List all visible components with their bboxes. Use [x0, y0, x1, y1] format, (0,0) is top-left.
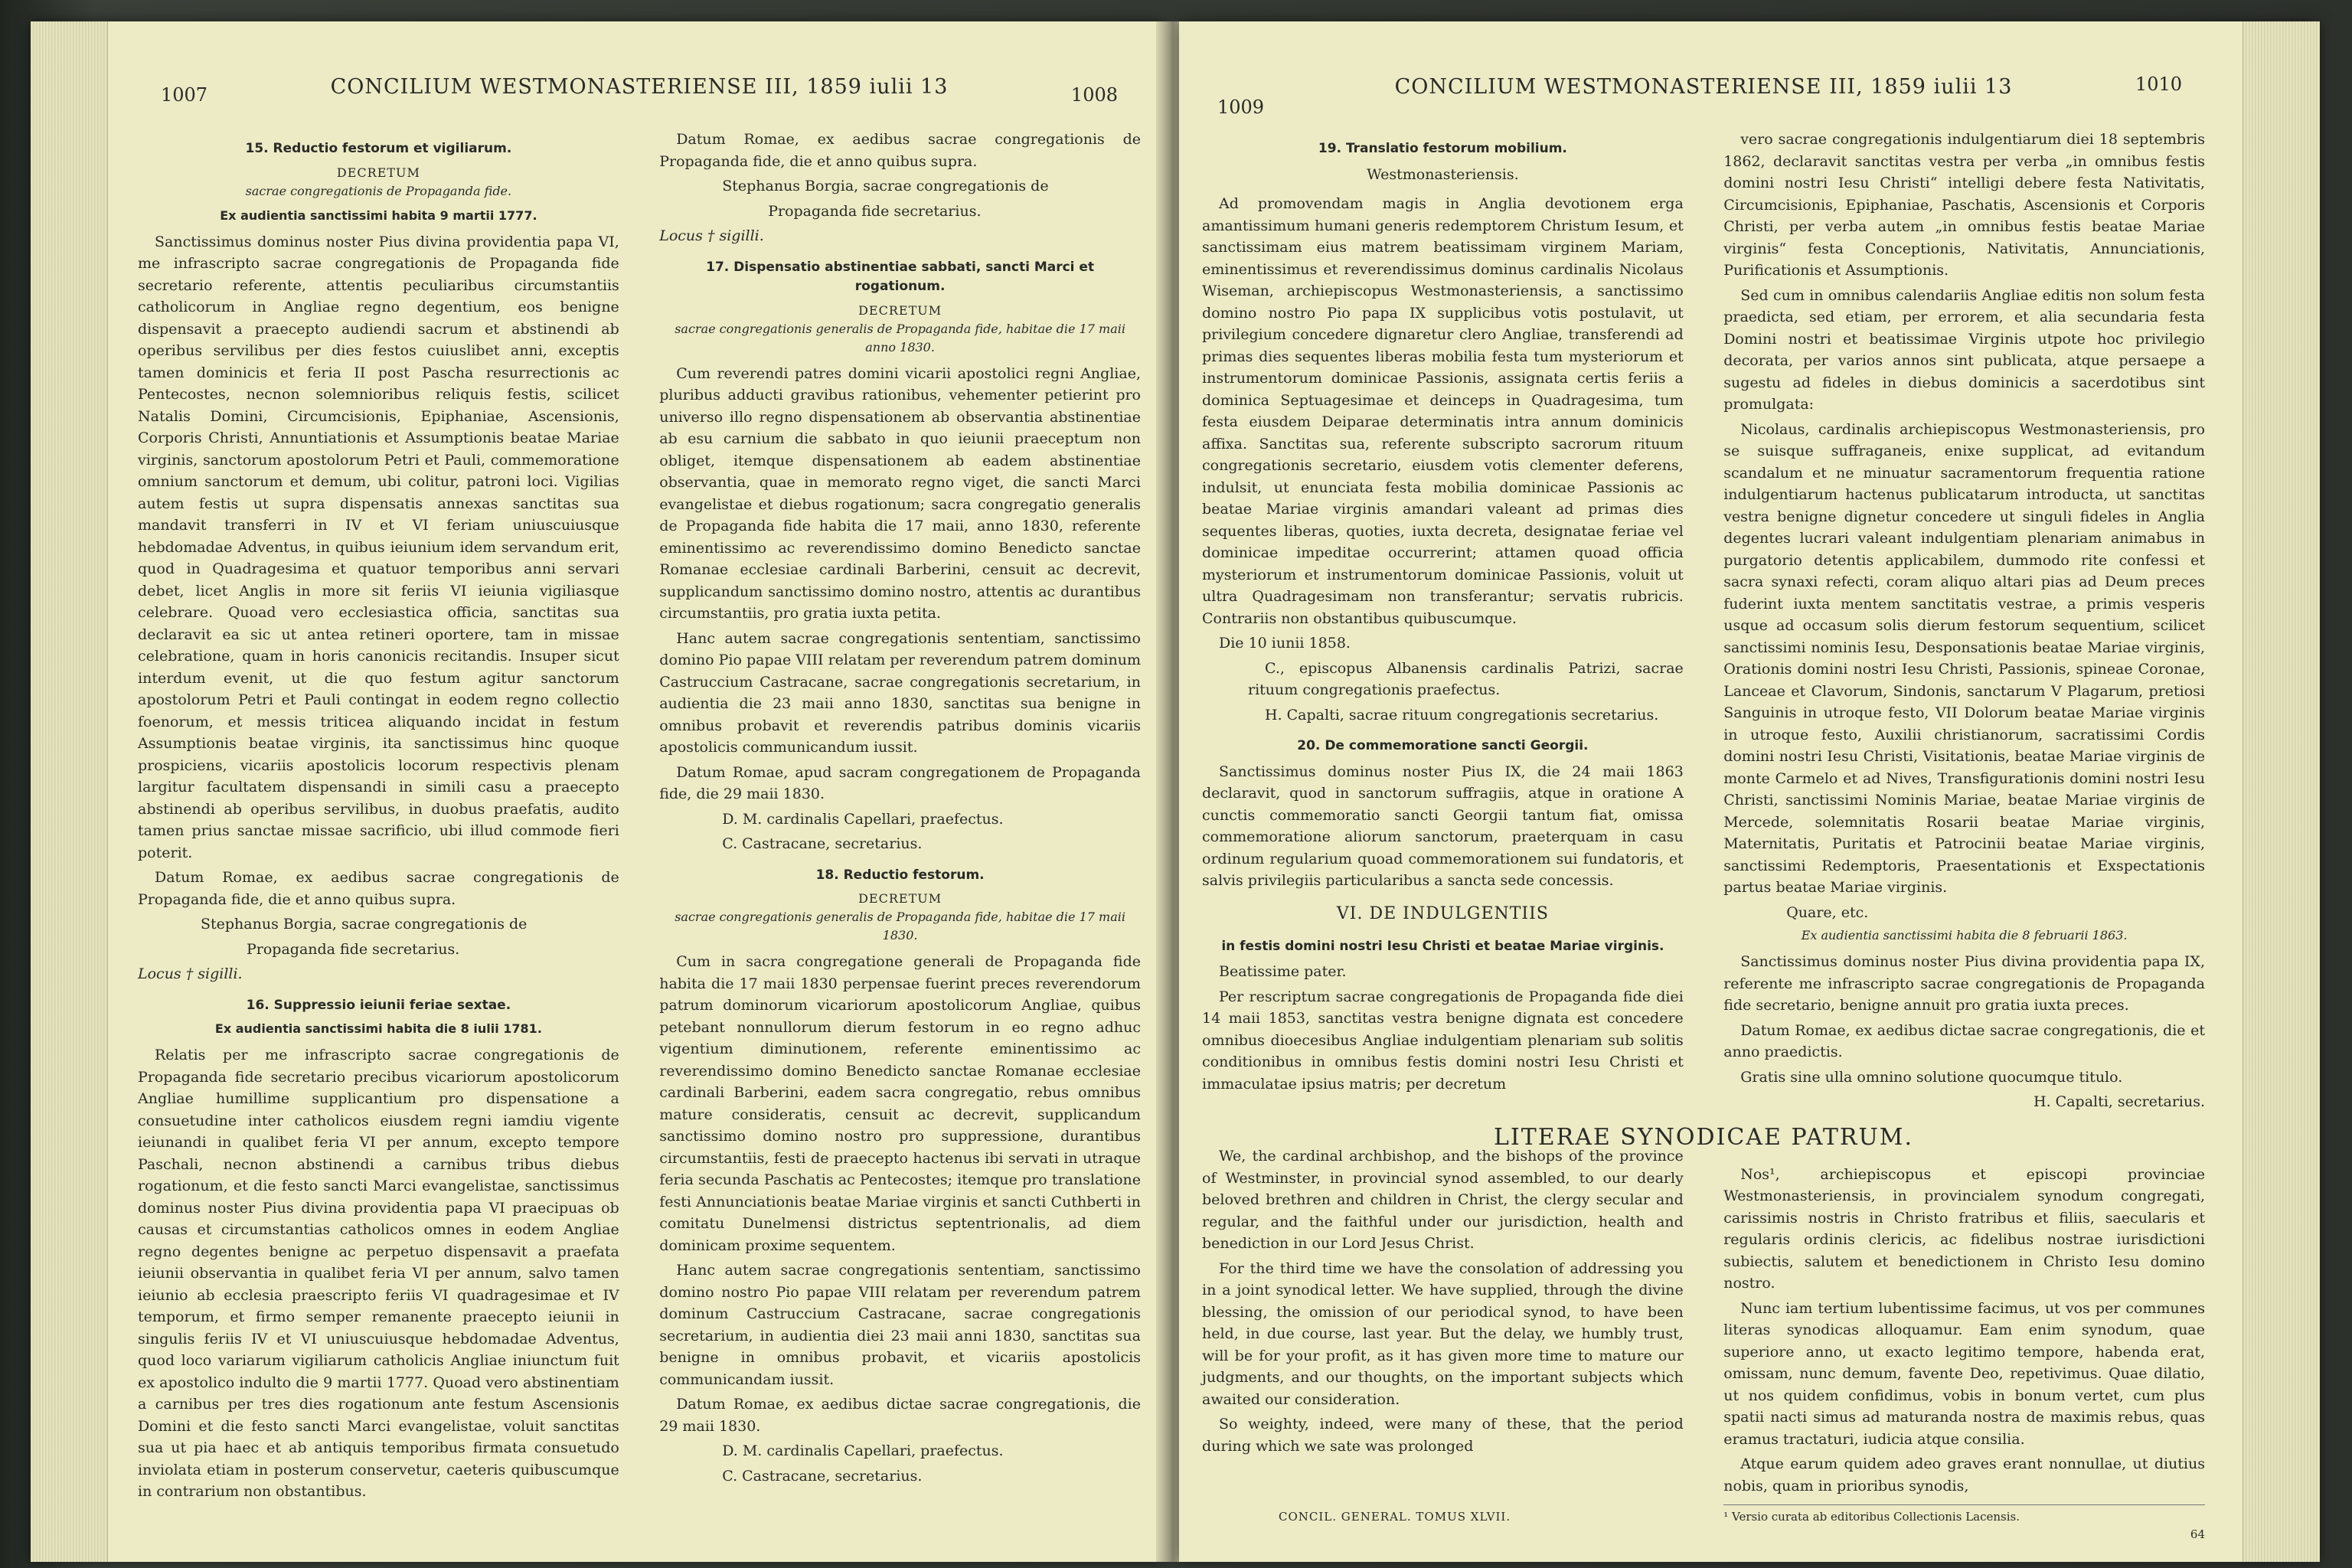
datum-line: Datum Romae, apud sacram congregationem de Propaganda fide, die 29 maii 1830. — [659, 763, 1141, 802]
seal-note: Locus † sigilli. — [138, 965, 243, 982]
audience-line: Ex audientia sanctissimi habita die 8 februarii 1863. — [1801, 928, 2128, 942]
column-number: 1010 — [2135, 74, 2182, 95]
right-page-column-2 — [1723, 129, 2205, 1541]
signature: Propaganda fide secretarius. — [768, 202, 982, 220]
signature: H. Capalti, secretarius. — [2034, 1093, 2205, 1110]
decretum-subtitle: sacrae congregationis de Propaganda fide. — [245, 183, 512, 198]
seal-note: Locus † sigilli. — [659, 227, 764, 244]
volume-footer: CONCIL. GENERAL. TOMUS XLVII. — [1279, 1510, 1511, 1524]
right-text-block — [1202, 21, 2205, 1562]
paragraph: Cum reverendi patres domini vicarii apostolici regni Angliae, pluribus adducti gravibus rationibus, vehementer petierint pro universo illo regno dispensationem ab observantia abstinentiae ab esu carnium die sabbato in quo ieiunii praeceptum non obliget, itemque dispensationem ab eadem abstinentiae observantia, quae in memorato regno viget, die sancti Marci evangelistae et diebus rogationum; sacra congregatio generalis de Propaganda fide habita die 17 maii, anno 1830, referente eminentissimo ac reverendissimo domino Benedicto sanctae Romanae ecclesiae cardinali Barberini, censuit ac decrevit, supplicandum sanctissimo domino nostro, attentis ac durantibus circumstantiis, pro gratia iuxta petita. — [659, 364, 1141, 622]
paragraph: Sanctissimus dominus noster Pius IX, die 24 maii 1863 declaravit, quod in sanctorum suffragiis, atque in oratione A cunctis commemoratio sancti Georgii tantum fiat, omissa commemoratione aliorum sanctorum, praeterquam in casu ordinum regularium quoad commemorationem sui fundatoris, et salvis privilegiis particularibus a sancta sede concessis. — [1202, 763, 1684, 889]
signature: Stephanus Borgia, sacrae congregationis de — [722, 178, 1049, 194]
signature: D. M. cardinalis Capellari, praefectus. — [722, 1442, 1004, 1459]
section-heading: 16. Suppressio ieiunii feriae sextae. — [246, 997, 511, 1013]
paragraph: Per rescriptum sacrae congregationis de Propaganda fide diei 14 maii 1853, sanctitas vestra benigne dignata est concedere omnibus dioecesibus Angliae indulgentiam plenariam sub solitis conditionibus in omnibus festis domini nostri Iesu Christi et immaculatae ipsius matris; per decretum — [1202, 988, 1684, 1093]
signature: C., episcopus Albanensis cardinalis Patrizi, sacrae rituum congregationis praefectus. — [1248, 659, 1684, 698]
signature: D. M. cardinalis Capellari, praefectus. — [722, 810, 1004, 828]
signature: Propaganda fide secretarius. — [247, 940, 460, 958]
running-title: CONCILIUM WESTMONASTERIENSE III, 1859 iulii 13 — [1394, 75, 2013, 99]
paragraph: Sanctissimus dominus noster Pius divina providentia papa VI, me infrascripto sacrae congregationis de Propaganda fide secretario referente, attentis peculiaribus circumstantiis catholicorum in Angliae regno degentium, eos benigne dispensavit a praecepto audiendi sacrum et abstinendi ab operibus servilibus per dies festos cuiuslibet anni, exceptis tamen dominicis et feria II post Pascha resurrectionis ac Pentecostes, necnon solemnioribus reliquis festis, scilicet Natalis Domini, Circumcisionis, Epiphaniae, Ascensionis, Corporis Christi, Annuntiationis et Assumptionis beatae Mariae virginis, sanctorum apostolorum Petri et Pauli, commemoratione omnium sanctorum et demum, ubi colitur, patroni loci. Vigilias autem festis ut supra dispensatis annexas sanctitas sua mandavit transferri in IV et VI feriam uniuscuiusque hebdomadae Adventus, in quibus ieiunium idem servandum erit, quod in Quadragesima et quatuor temporibus anni servari debet, licet Anglis in more sit feriis VI ieiunia vigiliasque celebrare. Quoad vero ecclesiastica officia, sanctitas sua declaravit ea sic ut antea retineri oportere, tam in missae celebratione, quam in horis canonicis recitandis. Insuper sicut interdum evenit, ut die quo festum agitur sanctorum apostolorum Petri et Pauli contingat in eodem regno collectio foenorum, et messis triticea aliquando incidat in festum Assumptionis beatae virginis, ita sanctissimus hinc quoque prospiciens, vicariis apostolicis locorum respectivis plenam largitur facultatem dispensandi in simili casu a praecepto abstinendi ab operibus servilibus, in duobus praefatis, audito tamen prius sanctae missae sacrificio, ubi illud commode fieri poterit. — [138, 233, 619, 861]
date-line: Die 10 iunii 1858. — [1219, 635, 1351, 652]
right-page-column-1 — [1202, 129, 1684, 1493]
left-running-head — [138, 67, 1141, 106]
open-book — [31, 15, 2320, 1562]
decretum-label: DECRETUM — [336, 165, 420, 180]
paragraph: Nunc iam tertium lubentissime facimus, ut vos per communes literas synodicas alloquamur. Eam enim synodum, quae superiore anno, ut exacto legitimo tempore, habenda erat, omissam, nunc demum, favente Deo, repetivimus. Quae dilatio, ut nos quidem confidimus, vobis in bonum vertet, cum plus spatii nacti simus ad maturanda nostra de maximis rebus, quas eramus tractaturi, iudicia atque consilia. — [1723, 1299, 2205, 1448]
signature: Stephanus Borgia, sacrae congregationis de — [201, 916, 528, 933]
paragraph: Sanctissimus dominus noster Pius divina providentia papa IX, referente me infrascripto sacrae congregationis de Propaganda fide secretario, benigne annuit pro gratia iuxta preces. — [1723, 953, 2205, 1014]
section-heading: 15. Reductio festorum et vigiliarum. — [245, 141, 512, 156]
decretum-label: DECRETUM — [858, 302, 942, 318]
right-running-head — [1202, 67, 2205, 118]
footnote: ¹ Versio curata ab editoribus Collectionis Lacensis. — [1723, 1504, 2205, 1526]
place-line: Westmonasteriensis. — [1367, 165, 1519, 183]
paragraph: We, the cardinal archbishop, and the bishops of the province of Westminster, in provincial synod assembled, to our dearly beloved brethren and children in Christ, the clergy secular and regular, and the faithful under our jurisdiction, health and benediction in our Lord Jesus Christ. — [1202, 1148, 1684, 1252]
running-title: CONCILIUM WESTMONASTERIENSE III, 1859 iulii 13 — [330, 75, 949, 99]
section-heading: 20. De commemoratione sancti Georgii. — [1297, 738, 1589, 753]
left-text-block — [138, 21, 1141, 1562]
left-page-column-1 — [138, 129, 619, 1500]
paragraph: Quare, etc. — [1786, 903, 1869, 921]
decretum-subtitle: sacrae congregationis generalis de Propaganda fide, habitae die 17 maii 1830. — [675, 910, 1125, 942]
column-number: 1009 — [1217, 96, 1265, 118]
salutation: Beatissime pater. — [1219, 963, 1347, 980]
audience-line: Ex audientia sanctissimi habita die 8 iulii 1781. — [214, 1021, 542, 1036]
datum-line: Datum Romae, ex aedibus sacrae congregationis de Propaganda fide, die et anno quibus supra. — [659, 131, 1141, 170]
datum-line: Datum Romae, ex aedibus sacrae congregationis de Propaganda fide, die et anno quibus supra. — [138, 869, 619, 908]
paragraph: Sed cum in omnibus calendariis Angliae editis non solum festa praedicta, sed etiam, per errorem, et alia secundaria festa Domini nostri et beatissimae Virginis utpote hoc privilegio decorata, per varios annos sint publicata, atque persaepe a sugestu ad fideles in diebus dominicis a sacerdotibus sint promulgata: — [1723, 286, 2205, 413]
signature: C. Castracane, secretarius. — [722, 835, 923, 852]
decretum-label: DECRETUM — [858, 891, 942, 906]
letter-heading: LITERAE SYNODICAE PATRUM. — [1493, 1124, 1914, 1151]
left-page — [31, 21, 1164, 1562]
paragraph: Ad promovendam magis in Anglia devotionem erga amantissimum humani generis redemptorem Christum Iesum, et sanctissimam eius matrem beatissimam virginem Mariam, eminentissimus et reverendissimus dominus cardinalis Nicolaus Wiseman, archiepiscopus Westmonasteriensis, a sanctissimo domino nostro Pio papa IX supplicibus votis postulavit, ut privilegium concedere dignaretur clero Angliae, transferendi ad primas dies sequentes liberas mobilia festa tum mysteriorum et instrumentorum dominicae Passionis, assignata certis feriis a dominica Septuagesimae et deinceps in Quadragesima, tum festa eiusdem Deiparae determinatis intra annum dominicis affixa. Sanctitas sua, referente subscripto sacrorum rituum congregationis secretario, eiusdem votis clementer deferens, indulsit, ut enunciata festa mobilia dominicae Passionis ac beatae Mariae virginis amandari valeant ad primas dies sequentes liberas, quoties, iuxta decreta, designatae feriae vel dominicae impeditae occurrerint; attamen quoad officia mysteriorum et instrumentorum dominicae Passionis, voluit ut ultra Quadragesimam non transferantur; servatis rubricis. Contrariis non obstantibus quibuscumque. — [1202, 195, 1684, 627]
paragraph: Relatis per me infrascripto sacrae congregationis de Propaganda fide secretario precibus vicariorum apostolicorum Angliae humillime supplicantium pro dispensatione a consuetudine inter catholicos eiusdem regni iamdiu vigente ieiunandi in qualibet feria VI per annum, excepto tempore Paschali, necnon abstinendi a carnibus tribus diebus rogationum, et die festo sancti Marci evangelistae, sanctissimus dominus noster Pius divina providentia papa VI praecipuas ob causas et circumstantias catholicos omnes in eodem Angliae regno degentes benigne ac perpetuo dispensavit a praefata ieiunii observantia in qualibet feria VI per annum, salvo tamen ieiunio ab ecclesia praescripto feriis VI quadragesimae et IV temporum, et firmo semper remanente praecepto ieiunii in singulis feriis IV et VI uniuscuiusque hebdomadae Adventus, quod loco variarum vigiliarum catholicis Angliae iniunctum fuit ex apostolico indulto die 9 martii 1777. Quoad vero abstinentiam a carnibus per tres dies rogationum ante festum Ascensionis Domini et die festo sancti Marci evangelistae, voluit sanctitas sua ut pia haec et ab antiquis temporibus firmata consuetudo inviolata etiam in posterum conservetur, caeteris quibuscumque in contrarium non obstantibus. — [138, 1047, 619, 1500]
signature: C. Castracane, secretarius. — [722, 1467, 923, 1485]
paragraph: vero sacrae congregationis indulgentiarum diei 18 septembris 1862, declaravit sanctitas vestra per verba „in omnibus festis domini nostri Iesu Christi“ intelligi debere festa Nativitatis, Circumcisionis, Epiphaniae, Paschatis, Ascensionis et Corporis Christi, per verba autem „in omnibus festis beatae Mariae virginis“ festa Conceptionis, Nativitatis, Annunciationis, Purificationis et Assumptionis. — [1723, 131, 2205, 279]
paragraph: Atque earum quidem adeo graves erant nonnullae, ut diutius nobis, quam in prioribus synodis, — [1723, 1455, 2205, 1494]
section-heading: 17. Dispensatio abstinentiae sabbati, sancti Marci et rogationum. — [706, 259, 1095, 294]
section-heading: 19. Translatio festorum mobilium. — [1318, 141, 1567, 156]
right-fore-edge — [2243, 21, 2320, 1562]
decretum-subtitle: sacrae congregationis generalis de Propaganda fide, habitae die 17 maii anno 1830. — [675, 321, 1125, 354]
paragraph: Hanc autem sacrae congregationis sententiam, sanctissimo domino Pio papae VIII relatam per reverendum patrem dominum Castruccium Castracane, sacrae congregationis secretarium, in audientia die 23 maii anno 1830, sanctitas sua benigne in omnibus probavit et reverendis patribus dominis vicariis apostolicis communicandum iussit. — [659, 629, 1141, 756]
paragraph: For the third time we have the consolation of addressing you in a joint synodical letter. We have supplied, through the divine blessing, the omission of our periodical synod, to have been held, in due course, last year. But the delay, we humbly trust, will be for your profit, as it has given more time to mature our judgments, and our thoughts, on the important subjects which awaited our consideration. — [1202, 1259, 1684, 1408]
chapter-heading: VI. DE INDULGENTIIS — [1336, 903, 1549, 923]
section-heading: 18. Reductio festorum. — [815, 867, 985, 883]
signature: H. Capalti, sacrae rituum congregationis secretarius. — [1265, 706, 1659, 724]
left-page-column-2 — [659, 129, 1141, 1493]
paragraph: Nicolaus, cardinalis archiepiscopus Westmonasteriensis, pro se suisque suffraganeis, enixe supplicat, ad evitandum scandalum et ne minuatur sacramentorum frequentia ratione indulgentiarum hactenus publicatarum introducta, ut sanctitas vestra benigne dignetur concedere ut singuli fideles in Anglia degentes lucrari valeant indulgentiam plenariam animabus in purgatorio detentis applicabilem, dummodo rite confessi et sacra synaxi refecti, coram aliquo altari pias ad Deum preces fuderint iuxta mentem sanctitatis vestrae, a primis vesperis usque ad occasum solis dierum festorum sequentium, scilicet sanctissimi nominis Iesu, Desponsationis beatae Mariae virginis, Orationis domini nostri Iesu Christi, Passionis, spineae Coronae, Lanceae et Clavorum, Sindonis, sanctarum V Plagarum, pretiosi Sanguinis in utroque festo, VII Dolorum beatae Mariae virginis in utroque festo, Auxilii christianorum, sacratissimi Cordis domini nostri Iesu Christi, Visitationis, beatae Mariae virginis de monte Carmelo et ad Nives, Transfigurationis domini nostri Iesu Christi, sanctissimi Nominis Mariae, beatae Mariae virginis de Mercede, solemnitatis Rosarii beatae Mariae virginis, Maternitatis, Puritatis et Patrocinii beatae Mariae virginis, sanctissimi Redemptoris, Praesentationis et Exspectationis partus beatae Mariae virginis. — [1723, 420, 2205, 896]
page-signature-mark: 64 — [2190, 1527, 2205, 1541]
chapter-subheading: in festis domini nostri Iesu Christi et beatae Mariae virginis. — [1221, 938, 1664, 954]
paragraph: Nos¹, archiepiscopus et episcopi provinciae Westmonasteriensis, in provincialem synodum congregati, carissimis nostris in Christo fratribus et filiis, saecularis et regularis ordinis clericis, ac fidelibus nostrae iurisdictioni subiectis, salutem et benedictionem in Christo Iesu domino nostro. — [1723, 1165, 2205, 1292]
datum-line: Datum Romae, ex aedibus dictae sacrae congregationis, die 29 maii 1830. — [659, 1396, 1141, 1435]
paragraph: Hanc autem sacrae congregationis sententiam, sanctissimo domino nostro Pio papae VIII relatam per reverendum patrem dominum Castruccium Castracane, sacrae congregationis secretarium, in audientia diei 23 maii anni 1830, sanctitas sua benigne in omnibus probavit, et vicariis apostolicis communicandam iussit. — [659, 1262, 1141, 1388]
audience-line: Ex audientia sanctissimi habita 9 martii 1777. — [220, 207, 537, 223]
right-page — [1179, 21, 2320, 1562]
paragraph: So weighty, indeed, were many of these, that the period during which we sate was prolonged — [1202, 1416, 1684, 1455]
paragraph: Gratis sine ulla omnino solutione quocumque titulo. — [1740, 1068, 2123, 1086]
column-number: 1008 — [1070, 84, 1118, 106]
left-fore-edge — [31, 21, 108, 1562]
column-number: 1007 — [161, 84, 208, 106]
paragraph: Cum in sacra congregatione generali de Propaganda fide habita die 17 maii 1830 perpensae fuerint preces reverendorum patrum dominorum vicariorum apostolicorum Angliae, quibus petebant nonnullorum dierum festorum in eo regno adhuc vigentium diminutionem, referente eminentissimo ac reverendissimo domino Benedicto sanctae Romanae ecclesiae cardinali Barberini, eadem sacra congregatio, rebus omnibus mature consideratis, censuit ac decrevit, supplicandum sanctissimo domino nostro pro suppressione, durantibus circumstantiis, festi de praecepto hactenus ibi servati in utraque feria secunda Paschatis ac Pentecostes; itemque pro translatione festi Annunciationis beatae Mariae virginis et sancti Cuthberti in comitatu Dunelmensi districtus septentrionalis, ad diem dominicam proxime sequentem. — [659, 953, 1141, 1254]
datum-line: Datum Romae, ex aedibus dictae sacrae congregationis, die et anno praedictis. — [1723, 1021, 2205, 1060]
